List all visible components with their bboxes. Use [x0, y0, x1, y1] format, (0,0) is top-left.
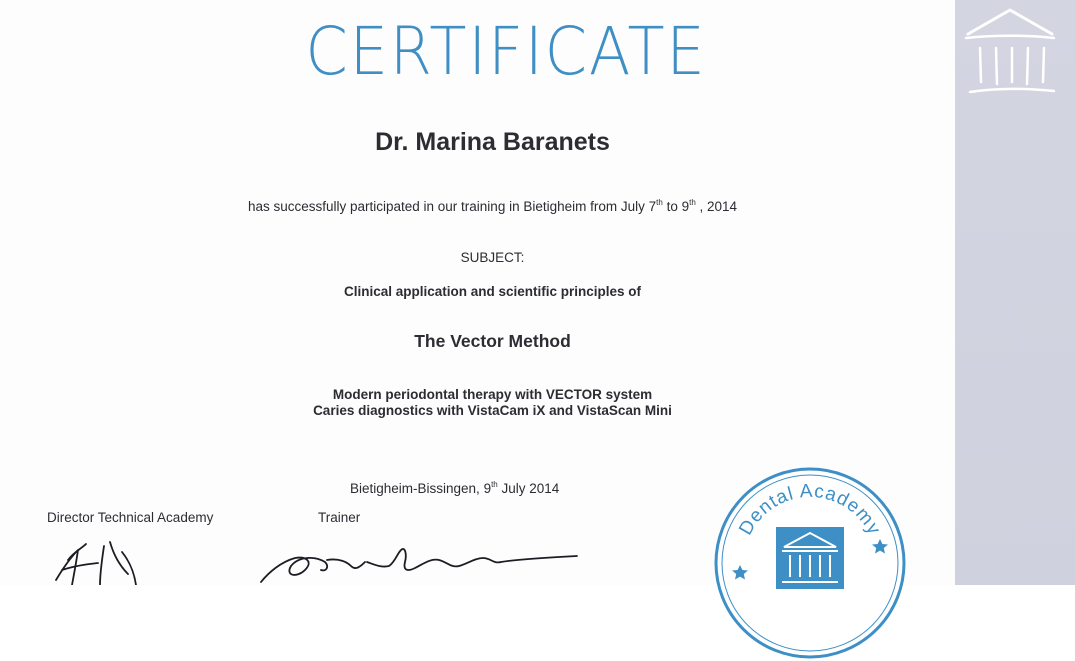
topic-item: Caries diagnostics with VistaCam iX and VistaScan Mini: [313, 403, 672, 418]
subject-label: SUBJECT:: [460, 250, 525, 265]
director-signature: [48, 530, 158, 585]
topic-list: [0, 387, 985, 419]
trainer-signature: [255, 532, 585, 585]
place-date-suffix: July 2014: [497, 481, 560, 496]
topic-item: Modern periodontal therapy with VECTOR system: [332, 387, 653, 402]
place-and-date: [350, 481, 559, 496]
seal-text: Dental Academy: [735, 480, 885, 539]
participation-statement: [0, 199, 985, 214]
ordinal-suffix: th: [491, 480, 498, 489]
place-date-prefix: Bietigheim-Bissingen, 9: [350, 481, 492, 496]
method-title: The Vector Method: [414, 331, 571, 351]
ordinal-suffix: th: [689, 198, 696, 207]
director-signature-label: Director Technical Academy: [47, 510, 214, 525]
recipient-name: Dr. Marina Baranets: [375, 128, 610, 156]
participation-suffix: , 2014: [695, 199, 738, 214]
trainer-signature-label: Trainer: [318, 510, 361, 525]
certificate-title: CERTIFICATE: [305, 13, 707, 90]
academy-building-icon: [962, 4, 1058, 96]
participation-middle: to 9: [662, 199, 690, 214]
ordinal-suffix: th: [656, 198, 663, 207]
dental-academy-seal: [712, 465, 908, 661]
participation-prefix: has successfully participated in our training in Bietigheim from July 7: [247, 199, 657, 214]
subject-intro: Clinical application and scientific principles of: [343, 284, 642, 299]
